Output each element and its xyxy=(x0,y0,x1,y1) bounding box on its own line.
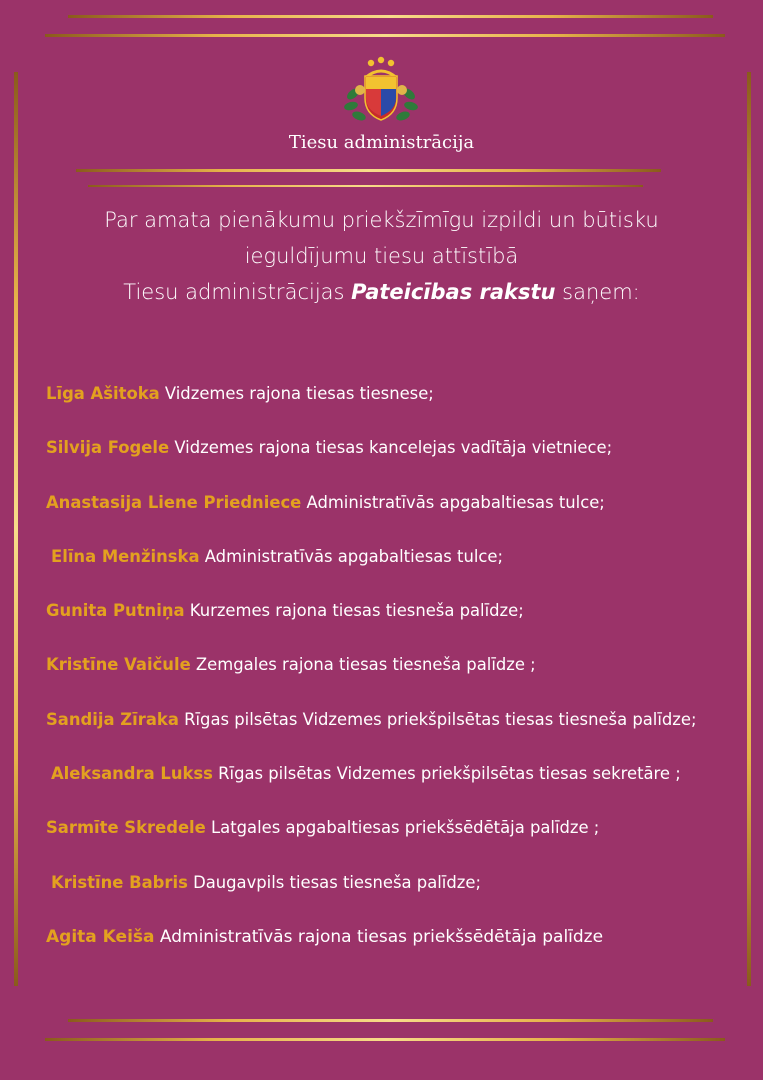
recipient-role: Administratīvās apgabaltiesas tulce; xyxy=(204,546,504,566)
recipient-name: Aleksandra Lukss xyxy=(51,764,213,784)
recipient-item xyxy=(46,705,746,759)
intro-line-2: ieguldījumu tiesu attīstībā xyxy=(244,244,519,268)
top-rule-outer xyxy=(45,34,725,37)
recipient-role: Vidzemes rajona tiesas kancelejas vadītāja vietniece; xyxy=(174,438,613,458)
intro-text xyxy=(40,202,723,310)
recipient-item xyxy=(46,379,746,433)
organization-name: Tiesu administrācija xyxy=(288,132,475,153)
recipient-item xyxy=(46,813,746,867)
recipient-role: Daugavpils tiesas tiesneša palīdze; xyxy=(193,872,481,892)
bottom-rule-inner xyxy=(68,1019,713,1022)
recipient-name: Agita Keiša xyxy=(46,926,155,947)
recipient-name: Kristīne Vaičule xyxy=(46,655,191,675)
right-border xyxy=(747,72,751,986)
recipient-role: Administratīvās apgabaltiesas tulce; xyxy=(306,492,605,512)
recipient-item xyxy=(46,922,746,976)
bottom-rule-outer xyxy=(45,1038,725,1041)
recipient-role: Rīgas pilsētas Vidzemes priekšpilsētas tiesas tiesneša palīdze; xyxy=(184,709,697,729)
recipients-list xyxy=(46,379,746,976)
recipient-role: Latgales apgabaltiesas priekšsēdētāja palīdze ; xyxy=(211,818,600,838)
recipient-role: Rīgas pilsētas Vidzemes priekšpilsētas tiesas sekretāre ; xyxy=(218,764,681,784)
recipient-role: Vidzemes rajona tiesas tiesnese; xyxy=(164,384,434,403)
recipient-name: Sarmīte Skredele xyxy=(46,818,206,838)
recipient-name: Līga Ašitoka xyxy=(46,384,160,403)
intro-line-3-suffix: saņem: xyxy=(555,280,640,304)
recipient-role: Administratīvās rajona tiesas priekšsēdētāja palīdze xyxy=(159,926,604,947)
header-rule-upper xyxy=(76,169,661,172)
recipient-item xyxy=(46,759,746,813)
recipient-name: Kristīne Babris xyxy=(51,872,188,892)
intro-line-1: Par amata pienākumu priekšzīmīgu izpildi un būtisku xyxy=(104,208,659,232)
recipient-role: Zemgales rajona tiesas tiesneša palīdze ; xyxy=(195,655,536,675)
intro-line-3 xyxy=(40,274,723,310)
recipient-item xyxy=(46,650,746,704)
recipient-item xyxy=(46,596,746,650)
recipient-name: Gunita Putniņa xyxy=(46,601,185,621)
recipient-item xyxy=(46,433,746,487)
recipient-name: Elīna Menžinska xyxy=(51,546,200,566)
recipient-role: Kurzemes rajona tiesas tiesneša palīdze; xyxy=(189,601,524,621)
header-rule-lower xyxy=(88,185,643,187)
recipient-name: Anastasija Liene Priedniece xyxy=(46,492,302,512)
recipient-item xyxy=(46,542,746,596)
latvia-coat-of-arms-icon xyxy=(341,54,421,126)
recipient-item xyxy=(46,488,746,542)
intro-line-3-prefix: Tiesu administrācijas xyxy=(123,280,352,304)
left-border xyxy=(14,72,18,986)
recipient-name: Sandija Zīraka xyxy=(46,709,179,729)
top-rule-inner xyxy=(68,15,713,18)
award-title: Pateicības rakstu xyxy=(351,280,556,304)
recipient-item xyxy=(46,868,746,922)
recipient-name: Silvija Fogele xyxy=(46,438,170,458)
